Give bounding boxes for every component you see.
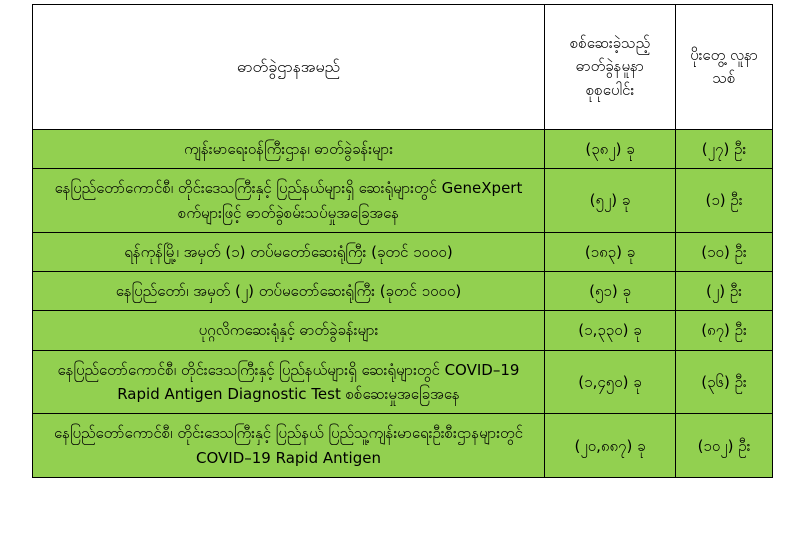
cell-positive-cases: (၁) ဦး [676, 169, 773, 233]
column-header-lab-name: ဓာတ်ခွဲဌာနအမည် [33, 5, 545, 130]
cell-lab-name: နေပြည်တော်ကောင်စီ၊ တိုင်းဒေသကြီးနှင့် ပြည်နယ်များရှိ ဆေးရုံများတွင် GeneXpert စက်များဖြင့် ဓာတ်ခွဲစမ်းသပ်မှုအခြေအနေ [33, 169, 545, 233]
column-header-positive-cases: ပိုးတွေ့ လူနာသစ် [676, 5, 773, 130]
table-row [33, 169, 773, 233]
cell-lab-name: ပုဂ္ဂလိကဆေးရုံနှင့် ဓာတ်ခွဲခန်းများ [33, 311, 545, 350]
table-row [33, 350, 773, 414]
cell-positive-cases: (၈၇) ဦး [676, 311, 773, 350]
cell-total-samples: (၁,၃၃၀) ခု [545, 311, 676, 350]
cell-positive-cases: (၂၇) ဦး [676, 130, 773, 169]
cell-lab-name: နေပြည်တော်ကောင်စီ၊ တိုင်းဒေသကြီးနှင့် ပြည်နယ်များရှိ ဆေးရုံများတွင် COVID–19 Rapid Antigen Diagnostic Test စစ်ဆေးမှုအခြေအနေ [33, 350, 545, 414]
cell-total-samples: (၅၂) ခု [545, 169, 676, 233]
cell-total-samples: (၃၈၂) ခု [545, 130, 676, 169]
table-row [33, 414, 773, 478]
table-row [33, 130, 773, 169]
table-body [33, 130, 773, 478]
cell-positive-cases: (၁၀) ဦး [676, 232, 773, 271]
cell-positive-cases: (၁၀၂) ဦး [676, 414, 773, 478]
covid-lab-report-table [32, 4, 773, 478]
report-table-container [32, 4, 772, 478]
cell-total-samples: (၂၀,၈၈၇) ခု [545, 414, 676, 478]
cell-total-samples: (၁,၄၅၀) ခု [545, 350, 676, 414]
cell-lab-name: နေပြည်တော်၊ အမှတ် (၂) တပ်မတော်ဆေးရုံကြီး (ခုတင် ၁၀၀၀) [33, 272, 545, 311]
table-row [33, 232, 773, 271]
table-header-row [33, 5, 773, 130]
cell-lab-name: ကျန်းမာရေးဝန်ကြီးဌာန၊ ဓာတ်ခွဲခန်းများ [33, 130, 545, 169]
cell-lab-name: ရန်ကုန်မြို့၊ အမှတ် (၁) တပ်မတော်ဆေးရုံကြီး (ခုတင် ၁၀၀၀) [33, 232, 545, 271]
cell-positive-cases: (၃၆) ဦး [676, 350, 773, 414]
column-header-total-samples: စစ်ဆေးခဲ့သည့် ဓာတ်ခွဲနမူနာ စုစုပေါင်း [545, 5, 676, 130]
cell-total-samples: (၅၁) ခု [545, 272, 676, 311]
cell-total-samples: (၁၈၃) ခု [545, 232, 676, 271]
cell-positive-cases: (၂) ဦး [676, 272, 773, 311]
table-header [33, 5, 773, 130]
table-row [33, 311, 773, 350]
table-row [33, 272, 773, 311]
cell-lab-name: နေပြည်တော်ကောင်စီ၊ တိုင်းဒေသကြီးနှင့် ပြည်နယ် ပြည်သူ့ကျန်းမာရေးဦးစီးဌာနများတွင် COVID–19 Rapid Antigen [33, 414, 545, 478]
